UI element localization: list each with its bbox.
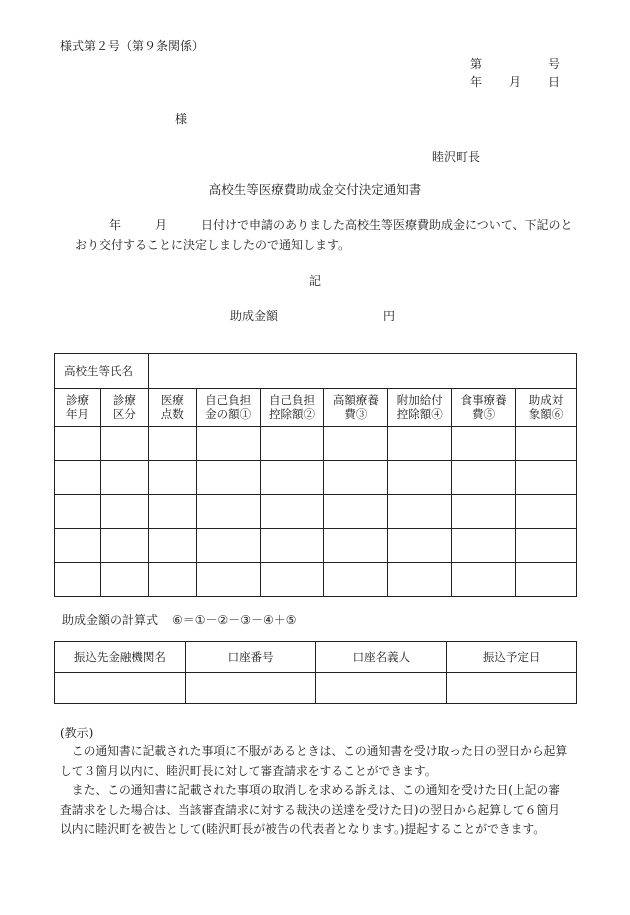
bank-transfer-table (54, 641, 577, 704)
table-cell (196, 529, 260, 563)
table-cell (260, 529, 324, 563)
body-text: 日付けで申請のありました高校生等医療費助成金について、下記のとおり交付することに決定しましたので通知します。 (75, 218, 573, 252)
student-name-cell (148, 354, 576, 389)
table-cell (196, 495, 260, 529)
table-cell (148, 461, 196, 495)
bank-cell (55, 673, 186, 704)
table-cell (260, 563, 324, 597)
table-cell (388, 461, 452, 495)
bank-cell (316, 673, 447, 704)
number-prefix: 第 (470, 57, 483, 71)
notes-title: (教示) (60, 726, 94, 740)
table-header-row (55, 389, 577, 427)
notification-body (75, 215, 575, 255)
bank-cell (185, 673, 316, 704)
table-cell (260, 461, 324, 495)
day-label: 日 (547, 75, 560, 89)
calculation-formula (62, 611, 297, 628)
bank-data-row (55, 673, 577, 704)
table-cell (100, 495, 148, 529)
issuer-name: 睦沢町長 (432, 150, 481, 164)
table-cell (324, 461, 388, 495)
ki-heading: 記 (308, 274, 321, 288)
calculation-expression: ⑥＝①－②－③－④＋⑤ (172, 613, 297, 627)
table-cell (260, 495, 324, 529)
table-row (55, 529, 577, 563)
student-name-label: 高校生等氏名 (55, 354, 149, 389)
table-cell (55, 427, 101, 461)
table-cell (55, 529, 101, 563)
table-cell (100, 461, 148, 495)
column-header: 自己負担 控除額② (260, 389, 324, 427)
table-cell (388, 529, 452, 563)
body-year-label: 年 (109, 218, 122, 232)
table-cell (148, 563, 196, 597)
calculation-label: 助成金額の計算式 (62, 613, 159, 627)
table-cell (388, 495, 452, 529)
table-cell (516, 495, 577, 529)
year-label: 年 (470, 75, 483, 89)
column-header: 食事療養 費⑤ (452, 389, 516, 427)
student-name-row (55, 354, 577, 389)
bank-header-row (55, 642, 577, 673)
body-month-label: 月 (155, 218, 168, 232)
document-number-line (470, 55, 560, 72)
column-header: 診療 区分 (100, 389, 148, 427)
bank-column-header: 振込予定日 (447, 642, 577, 673)
table-cell (55, 495, 101, 529)
table-cell (516, 427, 577, 461)
table-cell (516, 529, 577, 563)
bank-cell (447, 673, 577, 704)
table-row (55, 495, 577, 529)
form-number: 様式第２号（第９条関係） (60, 39, 205, 53)
amount-label: 助成金額 (230, 309, 279, 323)
table-cell (452, 461, 516, 495)
column-header: 自己負担 金の額① (196, 389, 260, 427)
table-cell (388, 427, 452, 461)
table-cell (324, 529, 388, 563)
table-cell (100, 427, 148, 461)
month-label: 月 (508, 75, 521, 89)
bank-column-header: 振込先金融機関名 (55, 642, 186, 673)
table-cell (196, 563, 260, 597)
bank-column-header: 口座番号 (185, 642, 316, 673)
table-cell (516, 563, 577, 597)
table-cell (55, 563, 101, 597)
table-cell (100, 529, 148, 563)
column-header: 附加給付 控除額④ (388, 389, 452, 427)
table-cell (452, 427, 516, 461)
notes-paragraph: この通知書に記載された事項に不服があるときは、この通知書を受け取った日の翌日から起算して３箇月以内に、睦沢町長に対して審査請求をすることができます。 (60, 744, 568, 778)
table-cell (324, 563, 388, 597)
table-cell (452, 495, 516, 529)
issue-date-line (470, 73, 560, 90)
table-cell (100, 563, 148, 597)
table-row (55, 461, 577, 495)
number-suffix: 号 (547, 57, 560, 71)
column-header: 助成対 象額⑥ (516, 389, 577, 427)
amount-unit: 円 (383, 309, 396, 323)
table-cell (148, 427, 196, 461)
table-cell (324, 427, 388, 461)
table-cell (148, 529, 196, 563)
table-cell (452, 529, 516, 563)
table-cell (260, 427, 324, 461)
document-title: 高校生等医療費助成金交付決定通知書 (208, 182, 422, 197)
table-cell (388, 563, 452, 597)
notes-paragraph: また、この通知書に記載された事項の取消しを求める訴えは、この通知を受けた日(上記の審査請求をした場合は、当該審査請求に対する裁決の送達を受けた日)の翌日から起算して６箇月以内に睦沢町を被告として(睦沢町長が被告の代表者となります。)提起することができます。 (60, 783, 561, 836)
bank-column-header: 口座名義人 (316, 642, 447, 673)
table-row (55, 427, 577, 461)
addressee-suffix: 様 (175, 112, 188, 126)
table-cell (452, 563, 516, 597)
column-header: 医療 点数 (148, 389, 196, 427)
column-header: 診療 年月 (55, 389, 101, 427)
subsidy-amount-line (230, 307, 395, 324)
table-cell (55, 461, 101, 495)
column-header: 高額療養 費③ (324, 389, 388, 427)
table-cell (148, 495, 196, 529)
table-cell (196, 427, 260, 461)
table-cell (324, 495, 388, 529)
table-cell (516, 461, 577, 495)
table-row (55, 563, 577, 597)
table-cell (196, 461, 260, 495)
notes-body (60, 742, 570, 840)
medical-expense-table (54, 353, 577, 597)
